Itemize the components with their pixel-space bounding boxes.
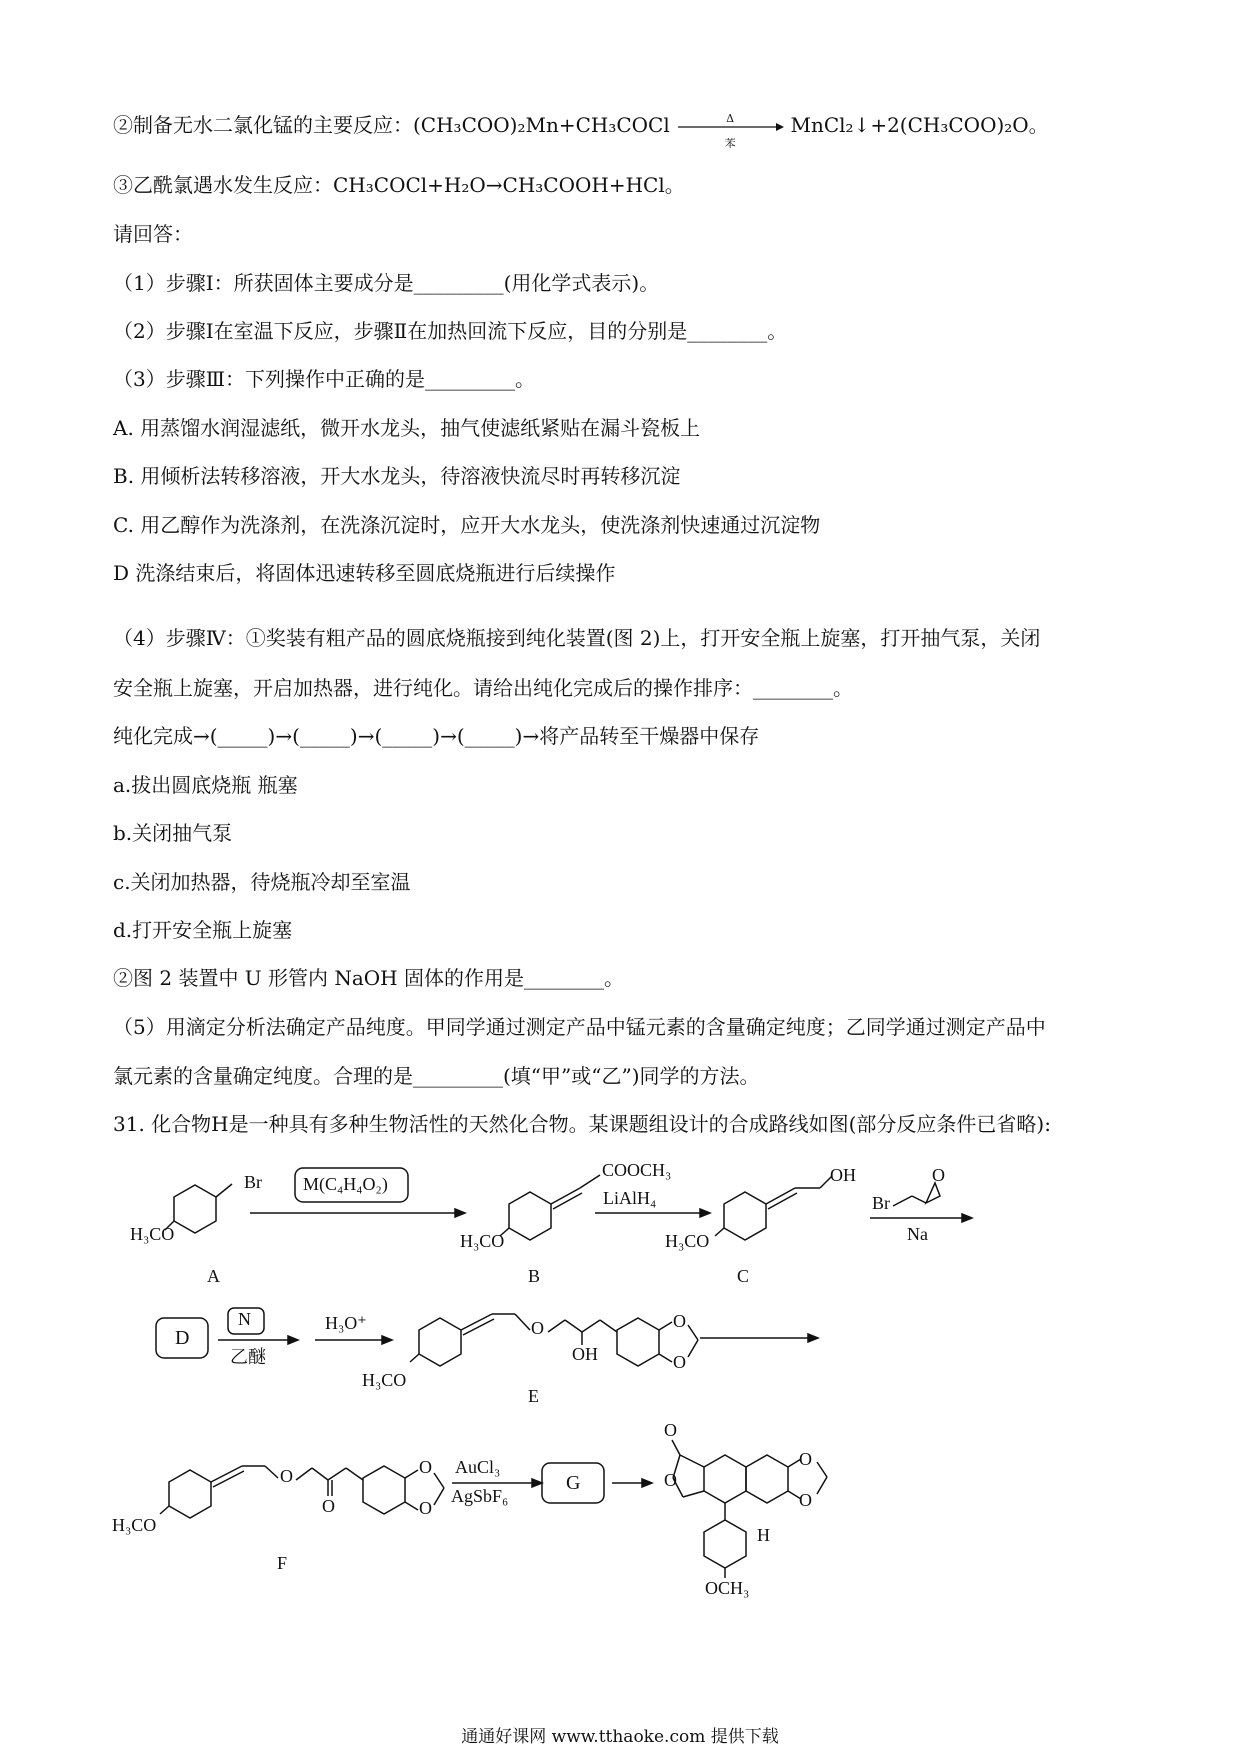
reagent-n: N: [238, 1309, 251, 1329]
label-h: H: [757, 1525, 770, 1545]
question-4-step-b: b.关闭抽气泵: [113, 821, 233, 845]
label-b: B: [528, 1266, 541, 1286]
question-4-line-1: （4）步骤Ⅳ：①奖装有粗产品的圆底烧瓶接到纯化装置(图 2)上，打开安全瓶上旋塞，打开抽气泵，关闭: [113, 626, 1041, 650]
compound-b-ring: [509, 1192, 551, 1240]
question-3-option-c: C. 用乙醇作为洗涤剂，在洗涤沉淀时，应开大水龙头，使洗涤剂快速通过沉淀物: [113, 513, 821, 537]
box-d-label: D: [175, 1327, 190, 1349]
solvent-ether: 乙醚: [230, 1347, 266, 1367]
label-c: C: [737, 1266, 750, 1286]
atom-o-f-dioxole-1: O: [419, 1457, 432, 1477]
atom-o-h-dioxole-2: O: [799, 1490, 812, 1510]
question-3-option-d: D 洗涤结束后，将固体迅速转移至圆底烧瓶进行后续操作: [113, 561, 616, 585]
box-g-label: G: [566, 1472, 581, 1494]
reagent-h3o: H₃O⁺: [325, 1313, 367, 1333]
group-h3co-e: H₃CO: [362, 1370, 407, 1390]
arrow-condition-heat: Δ: [726, 111, 735, 125]
label-f: F: [277, 1553, 288, 1573]
question-4-part-2: ②图 2 装置中 U 形管内 NaOH 固体的作用是________。: [113, 966, 624, 990]
footer: 通通好课网 www.tthaoke.com 提供下载: [461, 1727, 779, 1747]
atom-br-a: Br: [244, 1172, 262, 1192]
question-1: （1）步骤Ⅰ：所获固体主要成分是_________(用化学式表示)。: [113, 271, 660, 295]
reaction-2-suffix: MnCl₂↓+2(CH₃COO)₂O。: [790, 113, 1049, 137]
question-4-line-2: 安全瓶上旋塞，开启加热器，进行纯化。请给出纯化完成后的操作排序：________。: [113, 676, 853, 700]
compound-c-ring: [724, 1192, 766, 1240]
atom-o-f-ether: O: [280, 1466, 293, 1486]
atom-o-h-carbonyl: O: [664, 1420, 677, 1440]
atom-o-e-dioxole-2: O: [673, 1352, 686, 1372]
question-5-line-2: 氯元素的含量确定纯度。合理的是_________(填“甲”或“乙”)同学的方法。: [113, 1064, 760, 1088]
label-a: A: [207, 1266, 220, 1286]
group-oh-c: OH: [830, 1165, 856, 1185]
atom-o-e: O: [531, 1318, 544, 1338]
reagent-na: Na: [907, 1224, 928, 1244]
atom-o-f-ketone: O: [322, 1496, 335, 1516]
compound-f-ring: [169, 1470, 211, 1518]
atom-o-h-lactone: O: [664, 1470, 677, 1490]
arrow-condition-solvent: 苯: [724, 136, 736, 150]
group-och3-h: OCH₃: [705, 1578, 750, 1598]
compound-h-ring-1: [704, 1455, 746, 1503]
question-5-line-1: （5）用滴定分析法确定产品纯度。甲同学通过测定产品中锰元素的含量确定纯度；乙同学通过测定产品中: [113, 1015, 1046, 1039]
group-h3co-f: H₃CO: [112, 1515, 157, 1535]
reagent-br: Br: [872, 1193, 890, 1213]
group-oh-e: OH: [572, 1344, 598, 1364]
question-31: 31. 化合物H是一种具有多种生物活性的天然化合物。某课题组设计的合成路线如图(部分反应条件已省略):: [113, 1112, 1051, 1136]
question-3-option-a: A. 用蒸馏水润湿滤纸，微开水龙头，抽气使滤纸紧贴在漏斗瓷板上: [113, 416, 701, 440]
group-h3co-b: H₃CO: [460, 1231, 505, 1251]
reagent-agsbf6: AgSbF₆: [451, 1486, 509, 1506]
atom-o-h-dioxole-1: O: [799, 1449, 812, 1469]
group-h3co-a: H₃CO: [130, 1224, 175, 1244]
question-4-step-d: d.打开安全瓶上旋塞: [113, 918, 293, 942]
question-2: （2）步骤Ⅰ在室温下反应，步骤Ⅱ在加热回流下反应，目的分别是________。: [113, 319, 788, 343]
question-4-step-a: a.拔出圆底烧瓶 瓶塞: [113, 773, 298, 797]
atom-o-e-dioxole-1: O: [673, 1311, 686, 1331]
group-cooch3: COOCH₃: [602, 1160, 672, 1180]
atom-o-epoxide: O: [932, 1165, 945, 1185]
compound-h-ring-3: [704, 1520, 746, 1568]
group-h3co-c: H₃CO: [665, 1231, 710, 1251]
compound-h-ring-2: [746, 1455, 788, 1503]
prompt: 请回答：: [113, 222, 193, 246]
reagent-lialh4: LiAlH₄: [603, 1188, 657, 1208]
atom-o-f-dioxole-2: O: [419, 1498, 432, 1518]
reagent-aucl3: AuCl₃: [455, 1457, 501, 1477]
question-3-option-b: B. 用倾析法转移溶液，开大水龙头，待溶液快流尽时再转移沉淀: [113, 464, 681, 488]
question-4-step-c: c.关闭加热器，待烧瓶冷却至室温: [113, 870, 411, 894]
question-3: （3）步骤Ⅲ：下列操作中正确的是_________。: [113, 367, 536, 391]
label-e: E: [528, 1386, 539, 1406]
reaction-2-prefix: ②制备无水二氯化锰的主要反应：(CH₃COO)₂Mn+CH₃COCl: [113, 113, 670, 137]
compound-a-ring: [174, 1185, 216, 1233]
compound-e-ring: [419, 1318, 461, 1366]
reagent-m: M(C₄H₄O₂): [303, 1174, 388, 1194]
question-4-sequence: 纯化完成→(_____)→(_____)→(_____)→(_____)→将产品转至干燥器中保存: [113, 724, 760, 748]
reaction-3: ③乙酰氯遇水发生反应：CH₃COCl+H₂O→CH₃COOH+HCl。: [113, 173, 685, 197]
